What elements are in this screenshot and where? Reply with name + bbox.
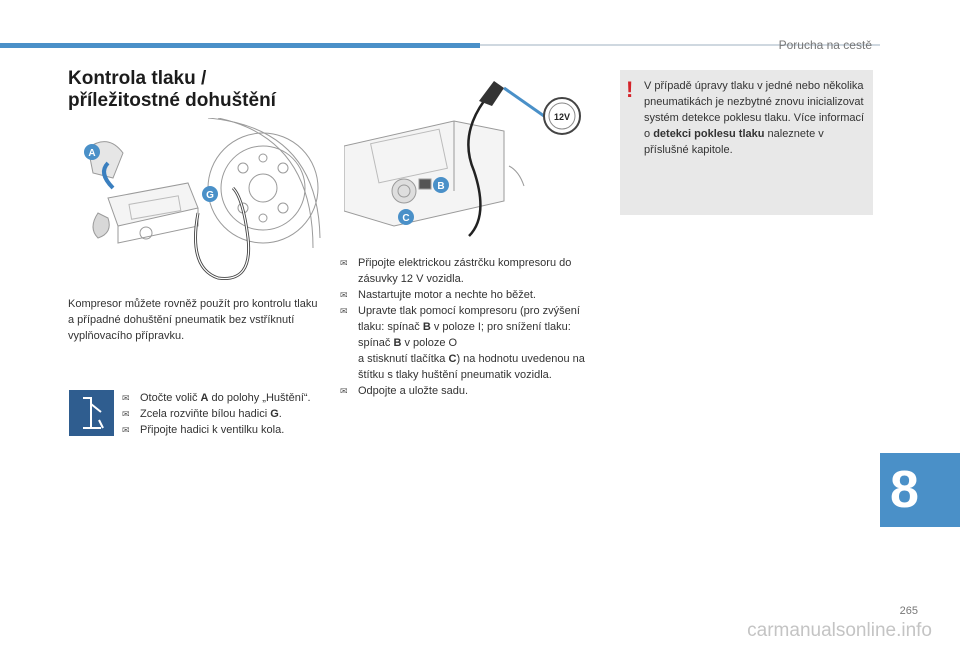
tire-inflation-icon	[69, 390, 114, 436]
page-title-line1: Kontrola tlaku /	[68, 68, 207, 89]
callout-b-label: B	[437, 181, 445, 192]
bullet-icon: ✉	[340, 306, 348, 316]
callout-c	[398, 209, 414, 225]
steps-left-list	[122, 390, 312, 438]
intro-paragraph: Kompresor můžete rovněž použít pro kontrolu tlaku a případné dohuštění pneumatik bez vstříknutí vyplňovacího přípravku.	[68, 298, 318, 342]
callout-g-label: G	[206, 190, 214, 201]
callout-c-label: C	[402, 213, 410, 224]
callout-b	[433, 177, 449, 193]
list-item: ✉ Odpojte a uložte sadu.	[340, 385, 469, 397]
list-item: ✉ Připojte hadici k ventilku kola.	[122, 424, 285, 436]
chapter-title: Porucha na cestě	[778, 38, 872, 52]
warning-icon: !	[626, 77, 634, 102]
callout-a-label: A	[88, 148, 96, 159]
chapter-number: 8	[890, 461, 919, 519]
bullet-icon: ✉	[340, 258, 348, 268]
warning-text: V případě úpravy tlaku v jedné nebo několika pneumatikách je nezbytné znovu inicializovat systém detekce poklesu tlaku. Více informací o detekci poklesu tlaku naleznete v příslušné kapitole.	[644, 80, 865, 156]
callout-a	[84, 144, 100, 160]
page-title-line2: příležitostné dohuštění	[68, 90, 276, 111]
steps-right-list	[340, 255, 605, 399]
bullet-icon: ✉	[122, 409, 130, 419]
compressor-12v-illustration	[344, 76, 606, 248]
callout-g	[202, 186, 218, 202]
watermark: carmanualsonline.info	[747, 620, 932, 641]
page-number: 265	[899, 605, 918, 617]
list-item: ✉ Zcela rozviňte bílou hadici G.	[122, 408, 282, 420]
bullet-icon: ✉	[340, 386, 348, 396]
socket-12v-label: 12V	[553, 112, 571, 122]
page-title	[68, 68, 276, 112]
header-accent-bar	[0, 43, 480, 48]
list-item: ✉ Otočte volič A do polohy „Huštění“.	[122, 392, 311, 404]
list-item: ✉ Nastartujte motor a nechte ho běžet.	[340, 289, 536, 301]
bullet-icon: ✉	[340, 290, 348, 300]
list-item: ✉ Upravte tlak pomocí kompresoru (pro zvýšení tlaku: spínač B v poloze I; pro snížení tlaku: spínač B v poloze O a stisknutí tlačítka C) na hodnotu uvedenou na štítku s tlaky huštění pneumatik vozidla.	[340, 305, 585, 381]
compressor-wheel-illustration	[68, 118, 324, 290]
list-item: ✉ Připojte elektrickou zástrčku kompresoru do zásuvky 12 V vozidla.	[340, 257, 572, 285]
bullet-icon: ✉	[122, 425, 130, 435]
bullet-icon: ✉	[122, 393, 130, 403]
